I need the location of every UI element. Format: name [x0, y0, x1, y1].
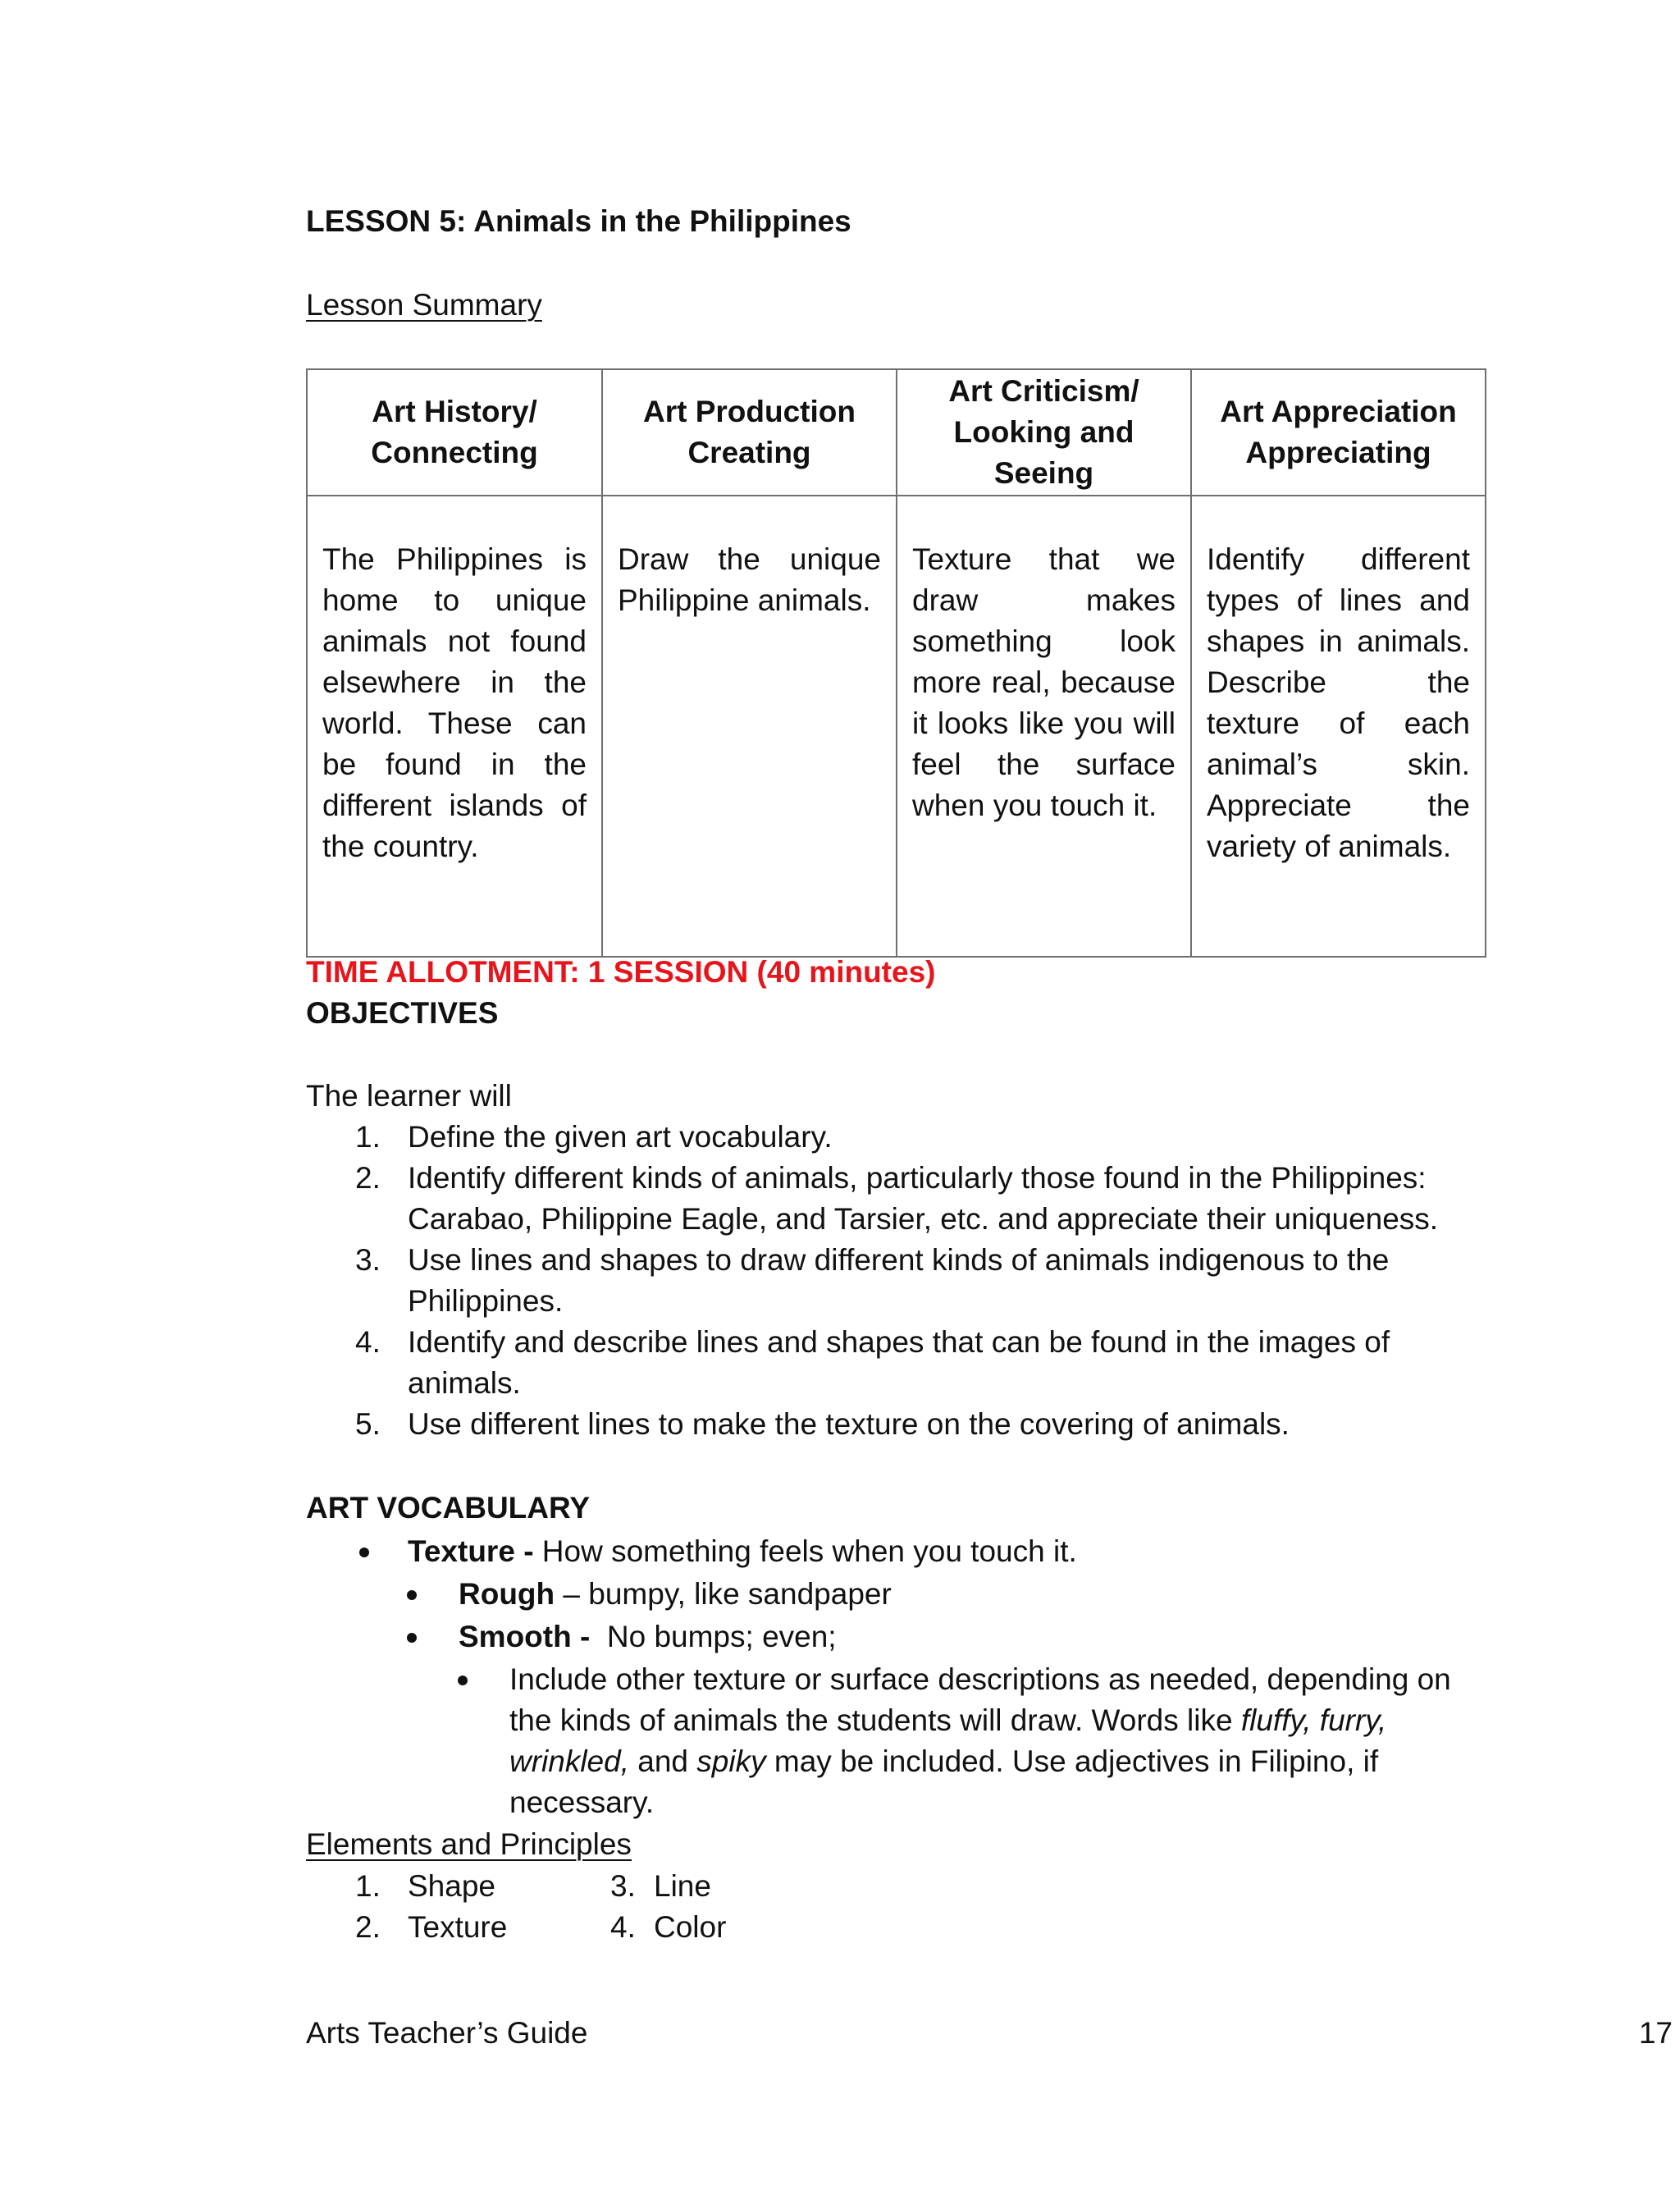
vocab-term: Rough: [459, 1577, 555, 1611]
vocab-term: Smooth -: [459, 1620, 591, 1653]
vocab-definition: No bumps; even;: [606, 1620, 837, 1653]
header-line: Art Appreciation: [1220, 395, 1457, 428]
art-vocabulary-heading: ART VOCABULARY: [306, 1491, 591, 1525]
vocab-definition: – bumpy, like sandpaper: [563, 1577, 892, 1611]
header-line: Art History/: [372, 395, 537, 428]
bullet-icon: [407, 1590, 417, 1600]
bullet-icon: [359, 1548, 369, 1557]
lesson-summary-heading: Lesson Summary: [306, 288, 542, 322]
list-number: 4.: [610, 1910, 636, 1944]
header-line: Art Production: [643, 395, 856, 428]
footer-title: Arts Teacher’s Guide: [306, 2016, 588, 2050]
time-allotment: TIME ALLOTMENT: 1 SESSION (40 minutes): [306, 955, 936, 989]
table-row: [307, 496, 1486, 957]
vocab-definition: How something feels when you touch it.: [541, 1534, 1077, 1568]
lesson-summary-table: [306, 368, 1486, 958]
table-header-row: [307, 369, 1486, 496]
header-art-criticism: [897, 369, 1191, 496]
list-item: [306, 1322, 1487, 1404]
note-italic: fluffy, furry, wrinkled,: [509, 1703, 1387, 1778]
note-text: Include other texture or surface descriptions as needed, depending on the kinds of animals the students will draw. Words like: [509, 1662, 1451, 1737]
vocab-rough: [459, 1574, 892, 1615]
list-item: [306, 1240, 1487, 1322]
list-number: 1.: [355, 1869, 381, 1903]
list-number: 1.: [355, 1120, 381, 1154]
page-number: 17: [1638, 2016, 1673, 2050]
lesson-title: LESSON 5: Animals in the Philippines: [306, 204, 851, 238]
element-line: Line: [654, 1869, 711, 1903]
note-italic: spiky: [696, 1744, 766, 1778]
header-art-history: [307, 369, 602, 496]
header-line: Art Criticism/: [948, 374, 1139, 408]
bullet-icon: [458, 1676, 468, 1685]
list-text: Use different lines to make the texture on the covering of animals.: [408, 1407, 1290, 1441]
objectives-list: [306, 1117, 1487, 1445]
list-item: [306, 1404, 1487, 1445]
note-text: and: [637, 1744, 689, 1778]
header-art-production: [602, 369, 897, 496]
list-text: Define the given art vocabulary.: [408, 1120, 833, 1154]
list-number: 3.: [355, 1243, 381, 1277]
header-line: Seeing: [993, 456, 1094, 490]
header-line: Looking and: [953, 415, 1134, 449]
list-text: Identify and describe lines and shapes that can be found in the images of animals.: [408, 1325, 1390, 1400]
list-number: 2.: [355, 1161, 381, 1195]
list-number: 3.: [610, 1869, 636, 1903]
cell-art-criticism: Texture that we draw makes something look more real, because it looks like you will feel the surface when you touch it.: [897, 496, 1191, 957]
vocab-note: [509, 1659, 1494, 1823]
list-item: [306, 1158, 1487, 1240]
cell-art-appreciation: Identify different types of lines and shapes in animals. Describe the texture of each animal’s skin. Appreciate the variety of animals.: [1191, 496, 1486, 957]
cell-art-history: The Philippines is home to unique animals not found elsewhere in the world. These can be found in the different islands of the country.: [307, 496, 602, 957]
objectives-intro: The learner will: [306, 1079, 512, 1113]
note-text: may be included. Use adjectives in Filipino, if necessary.: [509, 1744, 1379, 1819]
vocab-texture: [408, 1531, 1077, 1572]
bullet-icon: [407, 1633, 417, 1643]
vocab-smooth: [459, 1616, 837, 1657]
list-number: 2.: [355, 1910, 381, 1944]
vocab-term: Texture -: [408, 1534, 534, 1568]
list-number: 4.: [355, 1325, 381, 1359]
list-number: 5.: [355, 1407, 381, 1441]
header-line: Appreciating: [1245, 436, 1431, 469]
list-text: Identify different kinds of animals, particularly those found in the Philippines: Carabao, Philippine Eagle, and Tarsier, etc. and appreciate their uniqueness.: [408, 1161, 1439, 1236]
header-line: Connecting: [371, 436, 538, 469]
objectives-heading: OBJECTIVES: [306, 996, 499, 1030]
element-color: Color: [654, 1910, 727, 1944]
header-line: Creating: [687, 436, 811, 469]
element-shape: Shape: [408, 1869, 495, 1903]
list-text: Use lines and shapes to draw different kinds of animals indigenous to the Philippines.: [408, 1243, 1390, 1318]
header-art-appreciation: [1191, 369, 1486, 496]
cell-art-production: Draw the unique Philippine animals.: [602, 496, 897, 957]
element-texture: Texture: [408, 1910, 508, 1944]
list-item: [306, 1117, 1487, 1158]
elements-principles-heading: Elements and Principles: [306, 1827, 632, 1861]
